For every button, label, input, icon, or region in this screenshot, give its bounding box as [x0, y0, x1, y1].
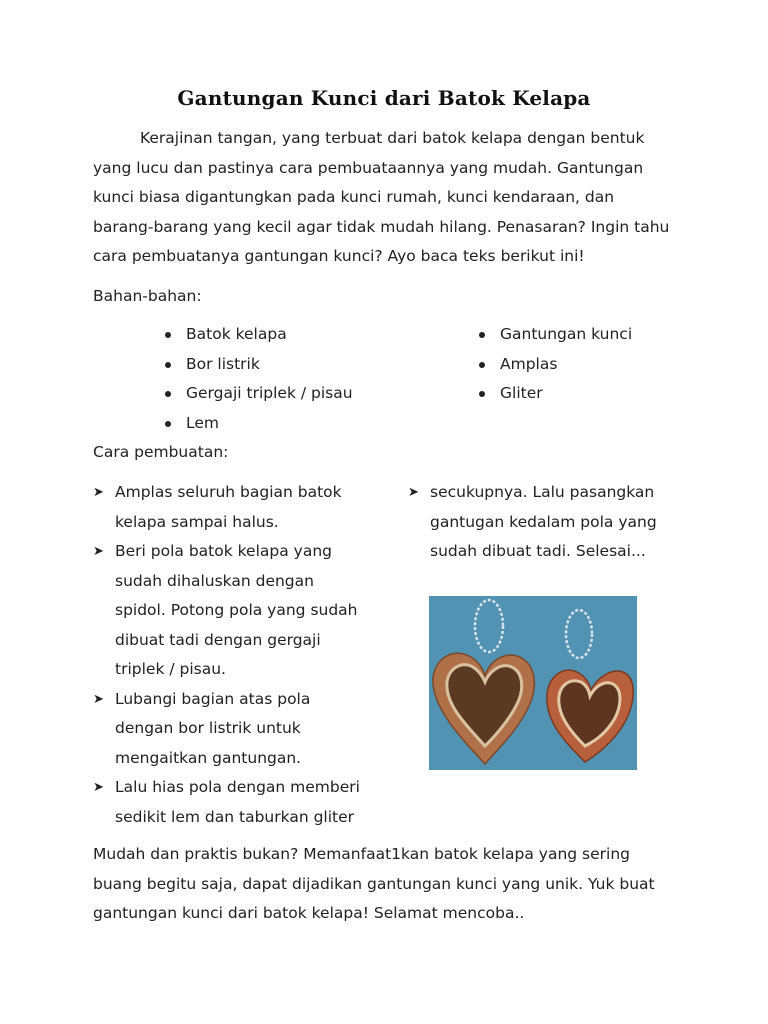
materials-heading: Bahan-bahan: [93, 287, 202, 305]
step-item: ➤ Lubangi bagian atas pola dengan bor listrik untuk mengaitkan gantungan. [93, 685, 368, 774]
steps-list-left [93, 478, 368, 832]
step-item: ➤ Lalu hias pola dengan memberi sedikit lem dan taburkan gliter [93, 773, 368, 832]
outro-paragraph: Mudah dan praktis bukan? Memanfaat1kan batok kelapa yang sering buang begitu saja, dapat dijadikan gantungan kunci yang unik. Yuk buat gantungan kunci dari batok kelapa! Selamat mencoba.. [93, 845, 655, 922]
materials-list-right [478, 320, 632, 409]
list-item: Gliter [478, 379, 632, 409]
list-item: Gergaji triplek / pisau [164, 379, 353, 409]
steps-heading: Cara pembuatan: [93, 443, 229, 461]
list-item: Amplas [478, 350, 632, 380]
page-title: Gantungan Kunci dari Batok Kelapa [177, 86, 591, 110]
list-item: Batok kelapa [164, 320, 353, 350]
list-item: Gantungan kunci [478, 320, 632, 350]
step-item: ➤ secukupnya. Lalu pasangkan gantugan kedalam pola yang sudah dibuat tadi. Selesai... [408, 478, 668, 567]
steps-list-right [408, 478, 668, 567]
step-item: ➤ Beri pola batok kelapa yang sudah dihaluskan dengan spidol. Potong pola yang sudah dibuat tadi dengan gergaji triplek / pisau. [93, 537, 368, 685]
step-item: ➤ Amplas seluruh bagian batok kelapa sampai halus. [93, 478, 368, 537]
list-item: Bor listrik [164, 350, 353, 380]
intro-paragraph: Kerajinan tangan, yang terbuat dari batok kelapa dengan bentuk yang lucu dan pastinya cara pembuataannya yang mudah. Gantungan kunci biasa digantungkan pada kunci rumah, kunci kendaraan, dan barang-barang yang kecil agar tidak mudah hilang. Penasaran? Ingin tahu cara pembuatanya gantungan kunci? Ayo baca teks berikut ini! [93, 129, 670, 265]
materials-list-left [164, 320, 353, 438]
keychain-photo [429, 596, 637, 770]
list-item: Lem [164, 409, 353, 439]
